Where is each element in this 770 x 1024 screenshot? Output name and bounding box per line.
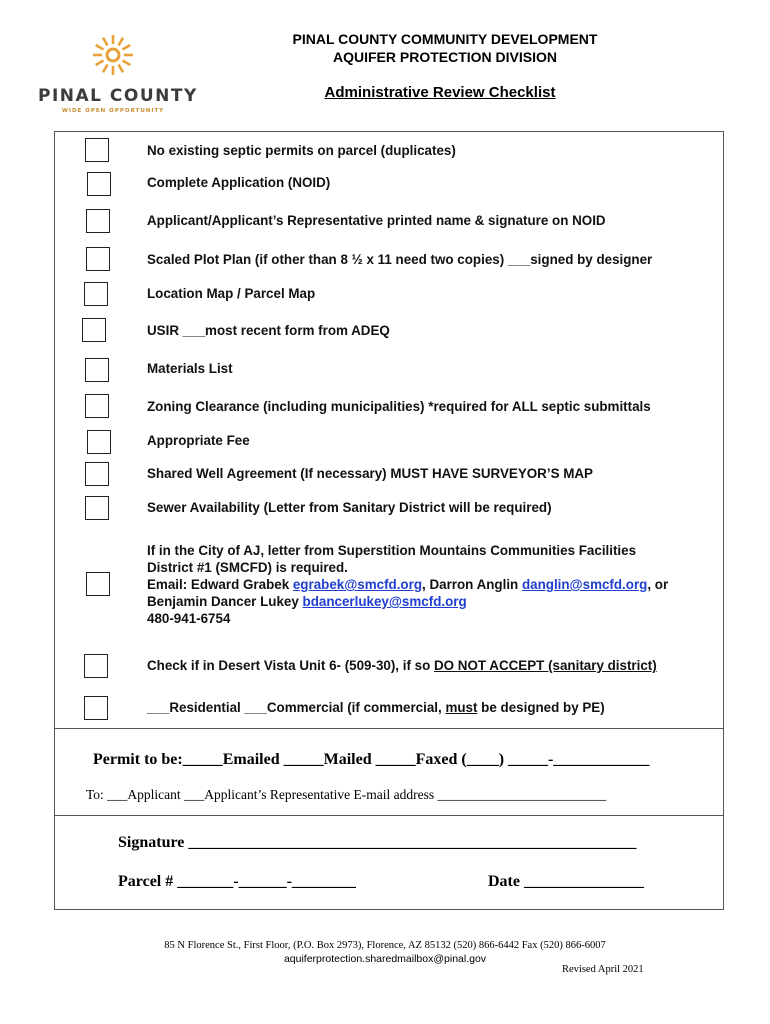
parcel-number-line[interactable]: Parcel # _______-______-________ <box>118 873 356 890</box>
item-city-of-aj-line4 <box>147 593 722 610</box>
item-city-of-aj-line2: District #1 (SMCFD) is required. <box>147 560 348 575</box>
divider-permit <box>54 815 724 816</box>
email-separator-2: , or <box>647 577 669 592</box>
item-city-of-aj-line1: If in the City of AJ, letter from Superstition Mountains Communities Facilities <box>147 543 637 558</box>
header-department: PINAL COUNTY COMMUNITY DEVELOPMENT <box>292 31 598 47</box>
item-no-septic-permits: No existing septic permits on parcel (duplicates) <box>147 143 456 158</box>
email-separator-1: , Darron Anglin <box>422 577 522 592</box>
do-not-accept-text: DO NOT ACCEPT (sanitary district) <box>434 658 657 673</box>
sun-logo-icon <box>92 32 134 78</box>
email-link-egrabek[interactable]: egrabek@smcfd.org <box>292 577 423 592</box>
item-city-of-aj-emails <box>147 576 722 593</box>
checkbox-appropriate-fee[interactable] <box>87 430 111 454</box>
revision-date: Revised April 2021 <box>562 964 644 975</box>
checkbox-usir[interactable] <box>82 318 106 342</box>
item-scaled-plot-plan: Scaled Plot Plan (if other than 8 ½ x 11 need two copies) ___signed by designer <box>147 252 653 267</box>
checkbox-zoning-clearance[interactable] <box>85 394 109 418</box>
checkbox-sewer-availability[interactable] <box>85 496 109 520</box>
permit-delivery-line[interactable]: Permit to be:_____Emailed _____Mailed _____Faxed (____) _____-____________ <box>93 751 650 768</box>
item-residential-commercial <box>147 700 605 715</box>
signature-line[interactable]: Signature ________________________________________________________ <box>118 834 637 851</box>
contact-phone: 480-941-6754 <box>147 611 231 626</box>
item-city-of-aj <box>147 542 722 627</box>
logo-tagline: WIDE OPEN OPPORTUNITY <box>61 108 165 114</box>
designed-by-pe-text: be designed by PE) <box>477 700 605 715</box>
item-usir: USIR ___most recent form from ADEQ <box>147 323 390 338</box>
item-zoning-clearance: Zoning Clearance (including municipalities) *required for ALL septic submittals <box>147 399 651 414</box>
contact-name-lukey: Benjamin Dancer Lukey <box>147 594 303 609</box>
date-line[interactable]: Date _______________ <box>488 873 644 890</box>
item-materials-list: Materials List <box>147 361 233 376</box>
header-division: AQUIFER PROTECTION DIVISION <box>332 49 557 65</box>
divider-checklist <box>54 728 724 729</box>
item-shared-well: Shared Well Agreement (If necessary) MUST HAVE SURVEYOR’S MAP <box>147 466 593 481</box>
item-appropriate-fee: Appropriate Fee <box>147 433 250 448</box>
logo-name: PINAL COUNTY <box>38 86 198 106</box>
checkbox-scaled-plot-plan[interactable] <box>86 247 110 271</box>
email-label: Email: Edward Grabek <box>147 577 293 592</box>
residential-commercial-text: ___Residential ___Commercial (if commercial, <box>147 700 446 715</box>
must-text: must <box>445 700 478 715</box>
email-link-bdancerlukey[interactable]: bdancerlukey@smcfd.org <box>302 594 467 609</box>
footer-address: 85 N Florence St., First Floor, (P.O. Box 2973), Florence, AZ 85132 (520) 866-6442 Fax (520) 866-6007 <box>164 940 606 951</box>
item-location-map: Location Map / Parcel Map <box>147 286 316 301</box>
item-complete-application: Complete Application (NOID) <box>147 175 331 190</box>
checkbox-materials-list[interactable] <box>85 358 109 382</box>
permit-recipient-line[interactable]: To: ___Applicant ___Applicant’s Representative E-mail address _________________________ <box>86 787 607 802</box>
checkbox-city-of-aj[interactable] <box>86 572 110 596</box>
desert-vista-text: Check if in Desert Vista Unit 6- (509-30), if so <box>147 658 434 673</box>
item-sewer-availability: Sewer Availability (Letter from Sanitary District will be required) <box>147 500 552 515</box>
footer-email: aquiferprotection.sharedmailbox@pinal.gov <box>283 953 487 965</box>
checkbox-residential-commercial[interactable] <box>84 696 108 720</box>
checkbox-location-map[interactable] <box>84 282 108 306</box>
item-applicant-signature: Applicant/Applicant’s Representative printed name & signature on NOID <box>147 213 606 228</box>
email-link-danglin[interactable]: danglin@smcfd.org <box>521 577 648 592</box>
checkbox-applicant-signature[interactable] <box>86 209 110 233</box>
checkbox-complete-application[interactable] <box>87 172 111 196</box>
item-desert-vista <box>147 658 657 673</box>
page-title: Administrative Review Checklist <box>324 84 556 101</box>
checkbox-desert-vista[interactable] <box>84 654 108 678</box>
pinal-county-logo <box>38 32 198 122</box>
checkbox-no-septic-permits[interactable] <box>85 138 109 162</box>
checkbox-shared-well[interactable] <box>85 462 109 486</box>
